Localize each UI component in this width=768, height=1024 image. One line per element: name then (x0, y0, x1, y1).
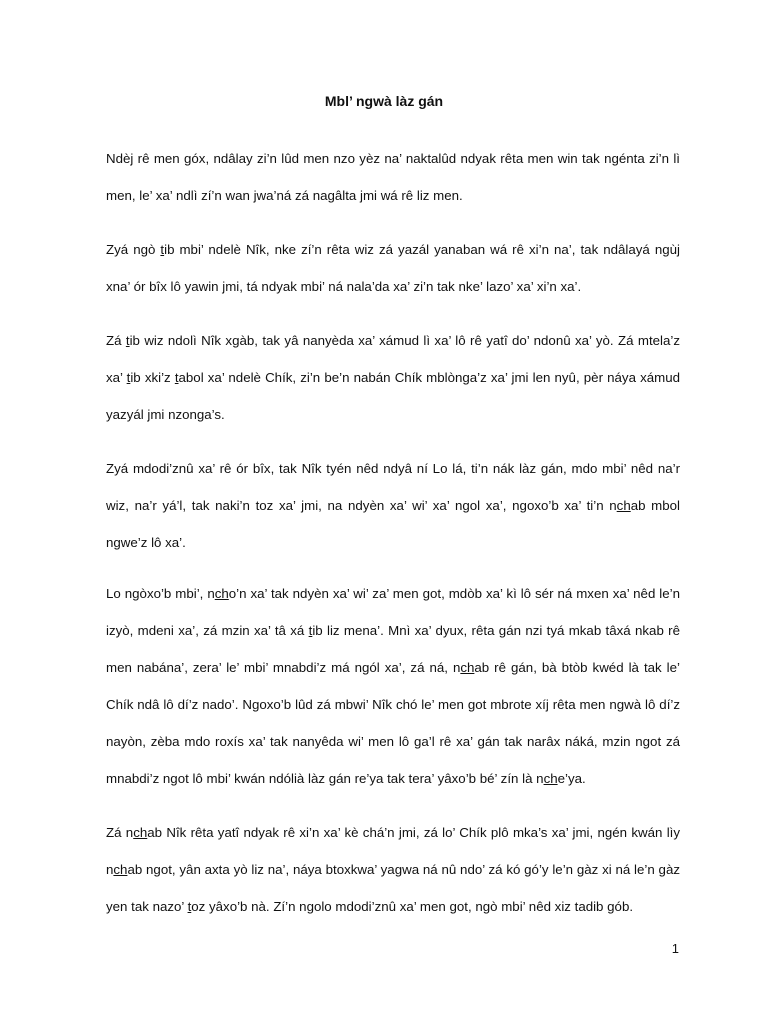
underlined-text: t (160, 242, 165, 257)
paragraph (106, 140, 680, 214)
underlined-text: ch (616, 498, 631, 513)
paragraph (106, 231, 680, 305)
text-run: Zyá mdodi’znû xa’ rê ór bîx, tak Nîk tyén nêd ndyâ ní Lo lá, ti’n nák làz gán, mdo mbi’ nêd na’r wiz, na’r yá’l, tak naki’n toz xa’ jmi, na ndyèn xa’ wi’ xa’ ngol xa’, ngoxo’b xa’ ti’n n (106, 461, 680, 513)
text-run: ab Nîk rêta yatî ndyak rê xi’n xa’ kè chá’n jmi, zá lo’ Chík plô mka’s xa’ jmi, ngén kwán lìy n (106, 825, 681, 877)
text-run: oz yâxo’b nà. Zí’n ngolo mdodi’znû xa’ men got, ngò mbi’ nêd xiz tadib gób. (191, 899, 634, 914)
paragraph (106, 322, 680, 433)
underlined-text: t (187, 899, 192, 914)
page-number: 1 (671, 941, 679, 956)
underlined-text: t (174, 370, 179, 385)
underlined-text: ch (133, 825, 148, 840)
text-run: Zá n (106, 825, 134, 840)
underlined-text: ch (460, 660, 475, 675)
text-run: o’n xa’ tak ndyèn xa’ wi’ za’ men got, mdòb xa’ kì lô sér ná mxen xa’ nêd le’n izyò, mdeni xa’, zá mzin xa’ tâ xá (106, 586, 681, 638)
text-run: Zyá ngò (106, 242, 161, 257)
underlined-text: ch (214, 586, 229, 601)
paragraph (106, 814, 680, 925)
underlined-text: ch (543, 771, 558, 786)
document-title: Mbl’ ngwà làz gán (324, 93, 444, 109)
text-run: abol xa’ ndelè Chík, zi’n be’n nabán Chík mblònga’z xa’ jmi len nyû, pèr náya xámud yazyál jmi nzonga’s. (106, 370, 680, 422)
paragraph (106, 575, 680, 797)
text-run: ab rê gán, bà btòb kwéd là tak le’ Chík ndâ lô dí’z nado’. Ngoxo’b lûd zá mbwi’ Nîk chó le’ men got mbrote xíj rêta men ngwà lô dí’z nayòn, zèba mdo roxís xa’ tak nanyêda wi’ men lô ga’l rê xa’ gán tak narâx náká, mzin ngot zá mnabdi’z ngot lô mbi’ kwán ndólià làz gán re’ya tak tera’ yâxo’b bé’ zín là n (106, 660, 680, 786)
text-run: Zá (106, 333, 126, 348)
underlined-text: ch (113, 862, 128, 877)
text-run: e’ya. (557, 771, 586, 786)
text-run: ib mbi’ ndelè Nîk, nke zí’n rêta wiz zá yazál yanaban wá rê xi’n na’, tak ndâlayá ngùj xna’ ór bîx lô yawin jmi, tá ndyak mbi’ ná nala’da xa’ zi’n tak nke’ lazo’ xa’ xi’n xa’. (106, 242, 680, 294)
underlined-text: t (308, 623, 313, 638)
text-run: ib liz mena’. Mnì xa’ dyux, rêta gán nzi tyá mkab tâxá nkab rê men nabána’, zera’ le’ mbi’ mnabdi’z má ngól xa’, zá ná, n (106, 623, 680, 675)
underlined-text: t (126, 370, 131, 385)
paragraph (106, 450, 680, 561)
text-run: ab ngot, yân axta yò liz na’, náya btoxkwa’ yagwa ná nû ndo’ zá kó gó’y le’n gàz xi ná le’n gàz yen tak nazo’ (106, 862, 680, 914)
text-run: ib xki’z (130, 370, 175, 385)
underlined-text: t (125, 333, 130, 348)
document-body (106, 140, 680, 942)
text-run: Lo ngòxo’b mbi’, n (106, 586, 215, 601)
text-run: ib wiz ndolì Nîk xgàb, tak yâ nanyèda xa’ xámud lì xa’ lô rê yatî do’ ndonû xa’ yò. Zá mtela’z xa’ (106, 333, 680, 385)
text-run: ab mbol ngwe’z lô xa’. (106, 498, 681, 550)
text-run: Ndèj rê men góx, ndâlay zi’n lûd men nzo yèz na’ naktalûd ndyak rêta men win tak ngénta zi’n lì men, le’ xa’ ndlì zí’n wan jwa’ná zá nagâlta jmi wá rê liz men. (106, 151, 680, 203)
